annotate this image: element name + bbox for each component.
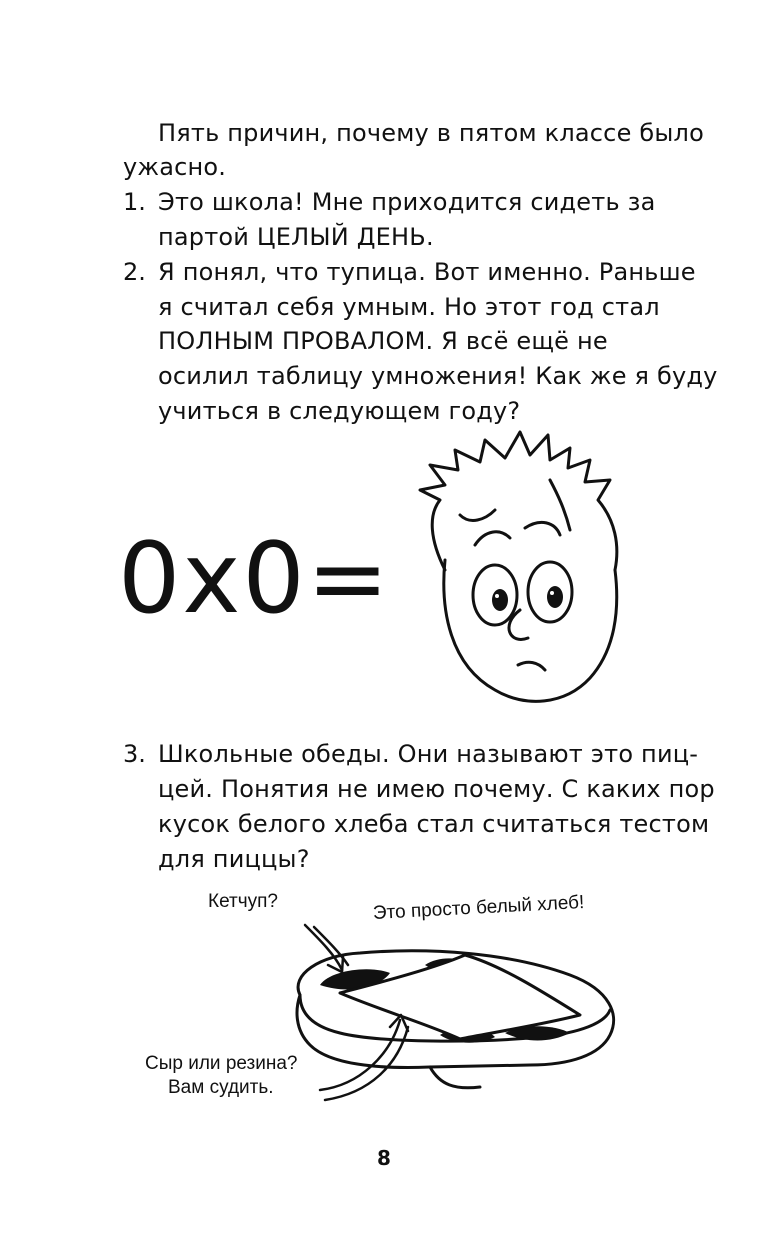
caption-cheese-line-1: Сыр или резина? — [145, 1053, 298, 1074]
item-1-line-1: Это школа! Мне приходится сидеть за — [158, 188, 656, 216]
intro-line-1: Пять причин, почему в пятом классе было — [158, 119, 704, 147]
item-number-2: 2. — [123, 258, 146, 286]
bread-pizza-illustration — [280, 915, 640, 1115]
item-3-line-3: кусок белого хлеба стал считаться тестом — [158, 810, 710, 838]
item-3-line-1: Школьные обеды. Они называют это пиц- — [158, 740, 699, 768]
worried-face-illustration — [400, 420, 640, 720]
item-number-1: 1. — [123, 188, 146, 216]
item-2-line-5: учиться в следующем году? — [158, 397, 521, 425]
item-2-line-1: Я понял, что тупица. Вот именно. Раньше — [158, 258, 696, 286]
item-2-line-4: осилил таблицу умножения! Как же я буду — [158, 362, 718, 390]
caption-ketchup: Кетчуп? — [208, 891, 278, 912]
caption-white-bread: Это просто белый хлеб! — [372, 891, 585, 924]
equation-text: 0x0= — [118, 522, 391, 636]
item-3-line-4: для пиццы? — [158, 845, 310, 873]
item-2-line-3: ПОЛНЫМ ПРОВАЛОМ. Я всё ещё не — [158, 327, 608, 355]
intro-line-2: ужасно. — [123, 153, 227, 181]
item-1-line-2: партой ЦЕЛЫЙ ДЕНЬ. — [158, 223, 434, 251]
item-2-line-2: я считал себя умным. Но этот год стал — [158, 293, 660, 321]
caption-cheese-line-2: Вам судить. — [168, 1077, 274, 1098]
item-number-3: 3. — [123, 740, 146, 768]
page-number: 8 — [377, 1146, 391, 1170]
item-3-line-2: цей. Понятия не имею почему. С каких пор — [158, 775, 715, 803]
